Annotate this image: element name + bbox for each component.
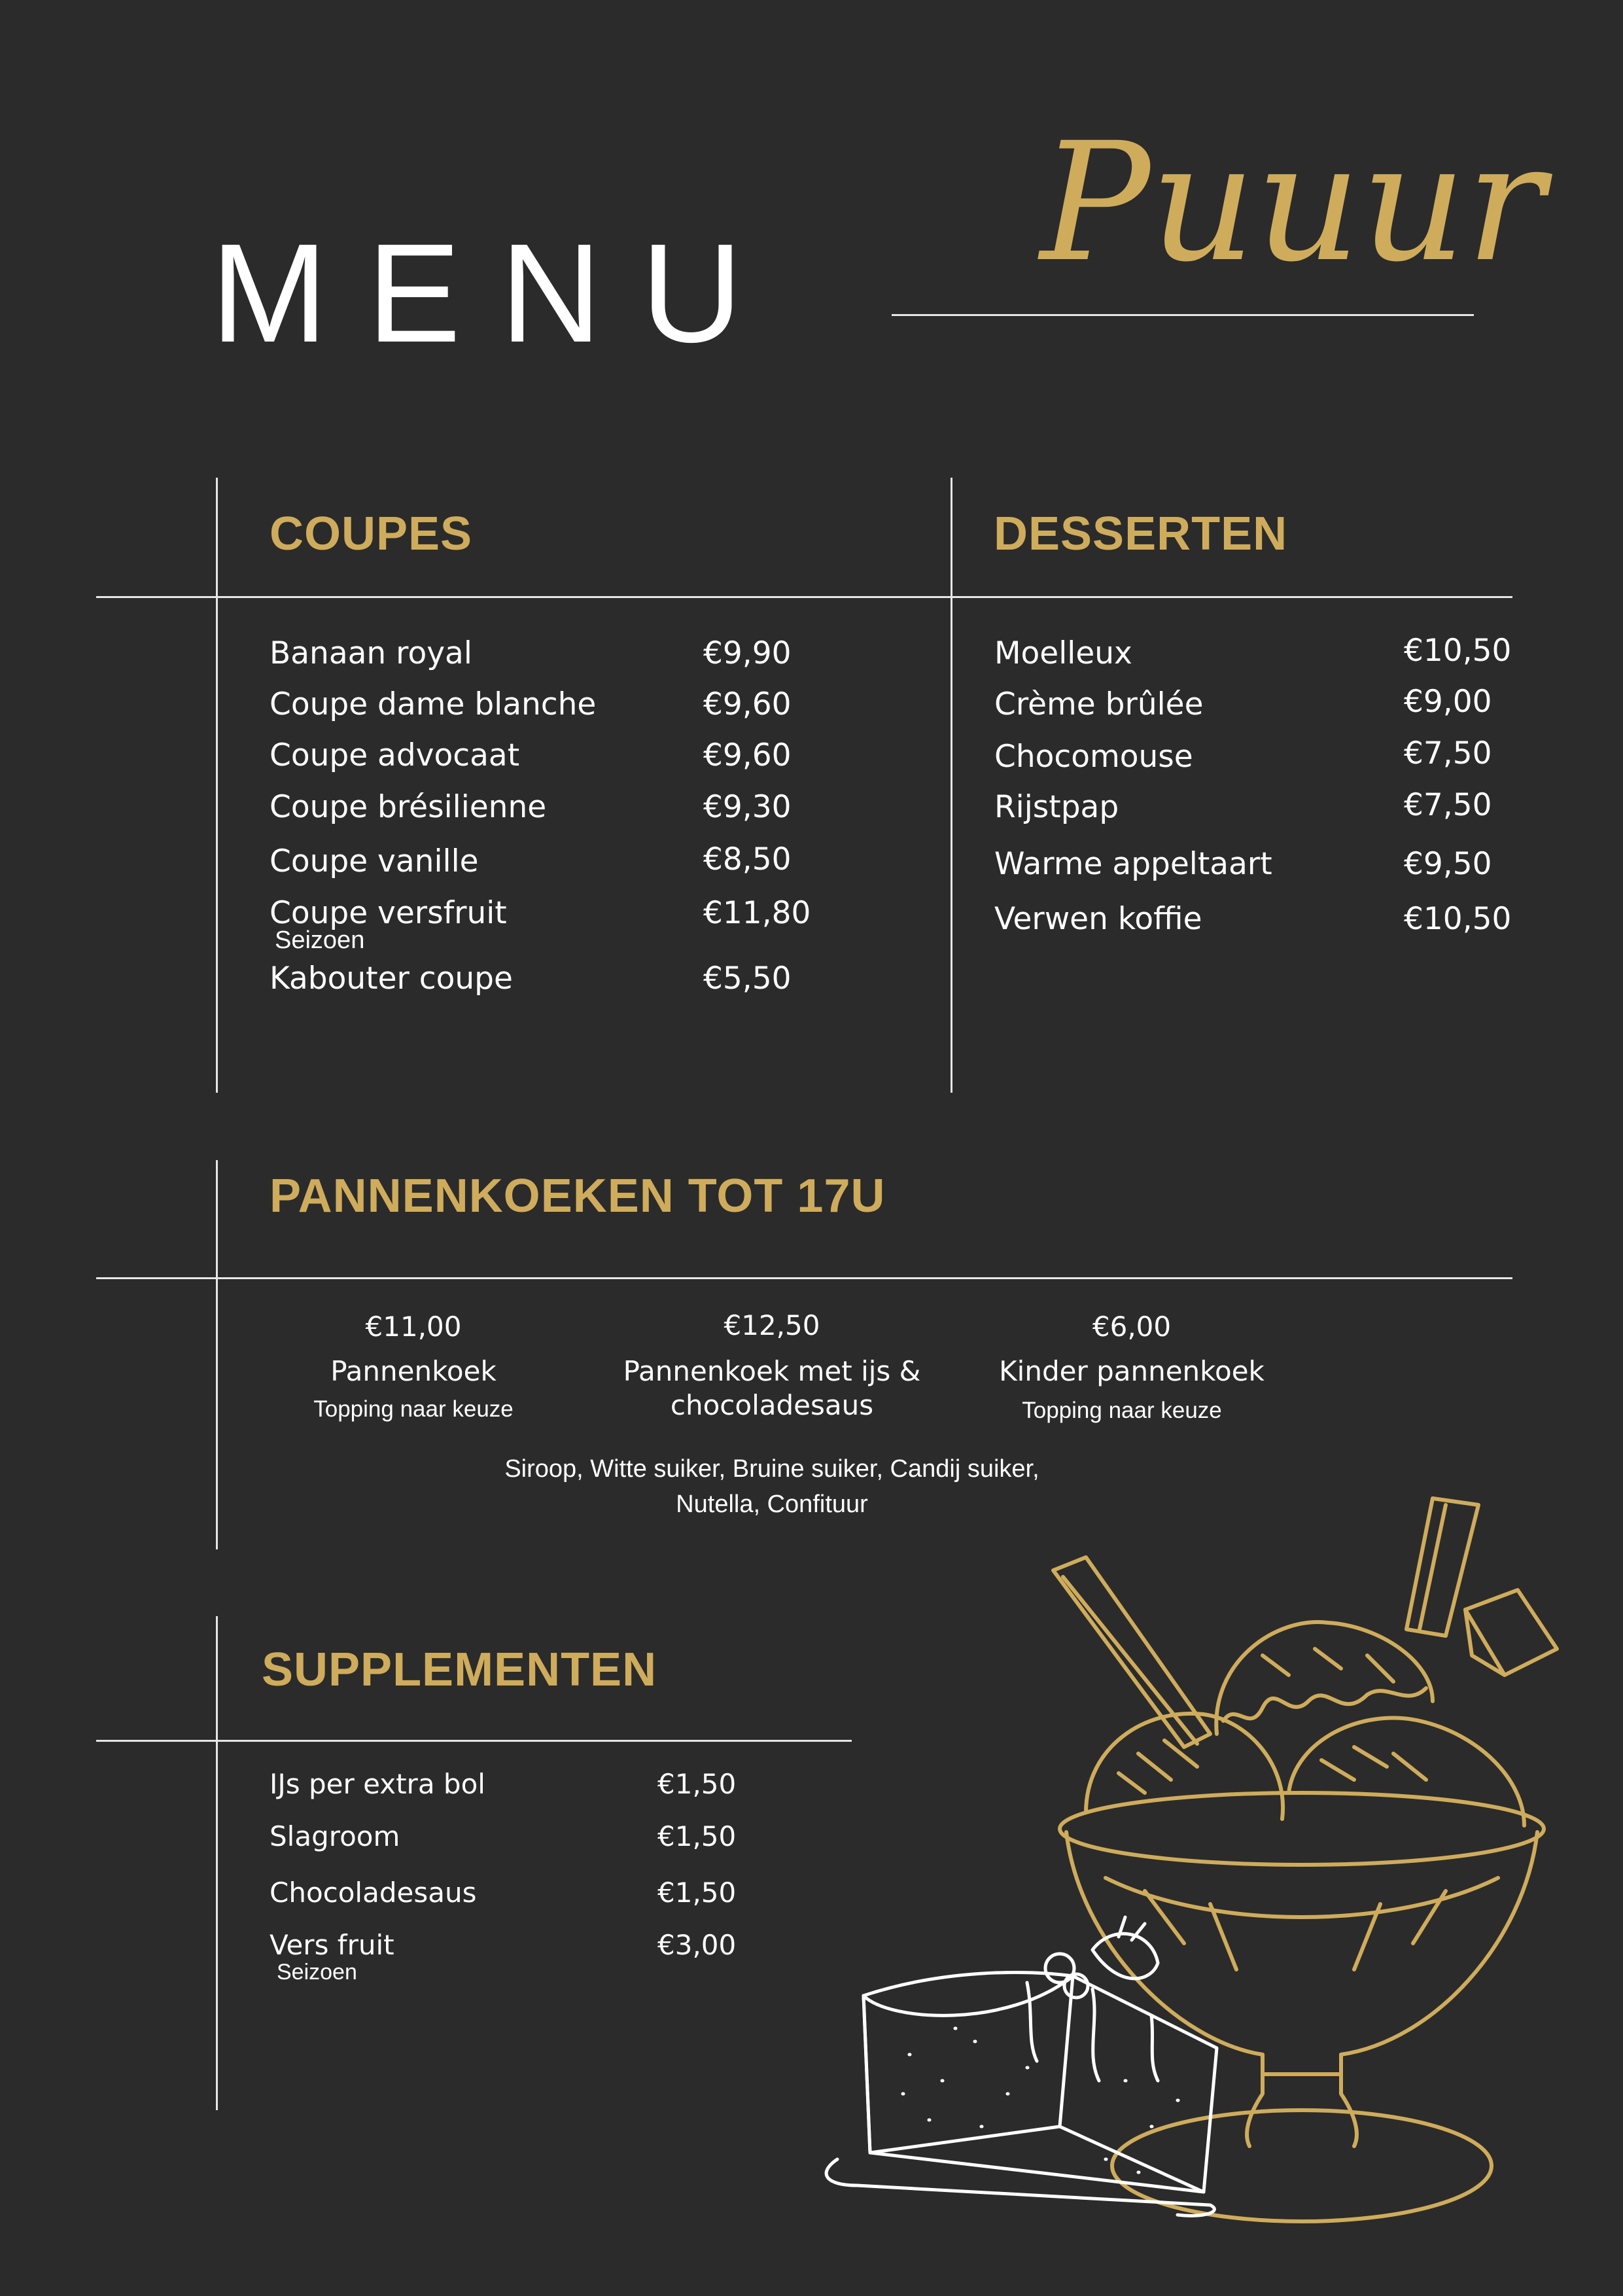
menu-item-price: €11,80: [703, 895, 811, 931]
menu-item-price: €9,00: [1404, 684, 1492, 720]
menu-item-price: €9,50: [1404, 846, 1492, 882]
divider: [96, 1740, 852, 1742]
menu-title: MENU: [211, 214, 782, 372]
menu-item-price: €1,50: [657, 1768, 737, 1800]
pannenkoek-price: €12,50: [724, 1309, 820, 1341]
menu-item-price: €10,50: [1404, 633, 1512, 669]
menu-item-price: €9,60: [703, 737, 792, 773]
toppings-line: Nutella, Confituur: [676, 1491, 868, 1518]
menu-item-price: €3,00: [657, 1929, 737, 1961]
menu-item-name: Coupe versfruit: [270, 895, 507, 931]
menu-item-name: Moelleux: [994, 635, 1132, 671]
menu-item-price: €8,50: [703, 841, 792, 877]
menu-item-price: €1,50: [657, 1820, 737, 1852]
pannenkoeken-heading: PANNENKOEKEN TOT 17U: [270, 1170, 886, 1222]
desserten-heading: DESSERTEN: [994, 508, 1288, 560]
menu-item-name: Verwen koffie: [994, 901, 1202, 937]
menu-item-note: Seizoen: [277, 1960, 357, 1985]
pannenkoek-card: [988, 1311, 1276, 1424]
menu-item-price: €5,50: [703, 961, 792, 997]
menu-item-name: Coupe brésilienne: [270, 789, 547, 825]
menu-item-name: Coupe advocaat: [270, 737, 520, 773]
menu-item-name: Warme appeltaart: [994, 846, 1272, 882]
divider: [96, 1277, 1512, 1279]
menu-item-price: €1,50: [657, 1877, 737, 1909]
menu-item-name: Slagroom: [270, 1820, 400, 1852]
pannenkoek-price: €11,00: [365, 1311, 462, 1343]
menu-item-price: €10,50: [1404, 901, 1512, 937]
divider: [951, 478, 952, 1093]
toppings-line: Siroop, Witte suiker, Bruine suiker, Candij suiker,: [504, 1455, 1039, 1483]
menu-item-name: IJs per extra bol: [270, 1768, 485, 1800]
supplementen-heading: SUPPLEMENTEN: [262, 1644, 657, 1696]
brand-underline: [892, 314, 1474, 316]
toppings-list: [445, 1451, 1099, 1522]
menu-item-name: Coupe vanille: [270, 843, 479, 879]
menu-item-price: €9,90: [703, 635, 792, 671]
menu-item-price: €7,50: [1404, 735, 1492, 771]
menu-item-name: Coupe dame blanche: [270, 686, 597, 722]
pannenkoek-name: Pannenkoek met ijs &: [623, 1355, 921, 1387]
divider: [216, 478, 218, 1093]
pannenkoek-name: chocoladesaus: [670, 1389, 874, 1421]
divider: [216, 1160, 218, 1549]
menu-item-note: Seizoen: [275, 927, 365, 954]
menu-item-name: Banaan royal: [270, 635, 472, 671]
coupes-heading: COUPES: [270, 508, 473, 560]
divider: [216, 1616, 218, 2110]
pannenkoek-note: Topping naar keuze: [313, 1396, 514, 1422]
menu-item-price: €9,60: [703, 686, 792, 722]
menu-item-name: Chocoladesaus: [270, 1877, 477, 1909]
divider: [96, 596, 1512, 598]
pannenkoek-card: [283, 1311, 544, 1422]
menu-item-name: Rijstpap: [994, 789, 1119, 825]
pannenkoek-name: Kinder pannenkoek: [999, 1355, 1265, 1387]
menu-item-name: Crème brûlée: [994, 686, 1204, 722]
brand-logo: Puuur: [1040, 107, 1544, 298]
pannenkoek-note: Topping naar keuze: [1022, 1398, 1222, 1423]
pannenkoek-card: [602, 1309, 942, 1422]
menu-item-price: €7,50: [1404, 787, 1492, 823]
pannenkoek-price: €6,00: [1092, 1311, 1172, 1343]
menu-item-name: Vers fruit: [270, 1929, 394, 1961]
menu-item-name: Kabouter coupe: [270, 961, 513, 997]
cheesecake-illustration: [811, 1911, 1230, 2225]
menu-item-price: €9,30: [703, 789, 792, 825]
pannenkoek-name: Pannenkoek: [330, 1355, 497, 1387]
menu-item-name: Chocomouse: [994, 739, 1193, 775]
